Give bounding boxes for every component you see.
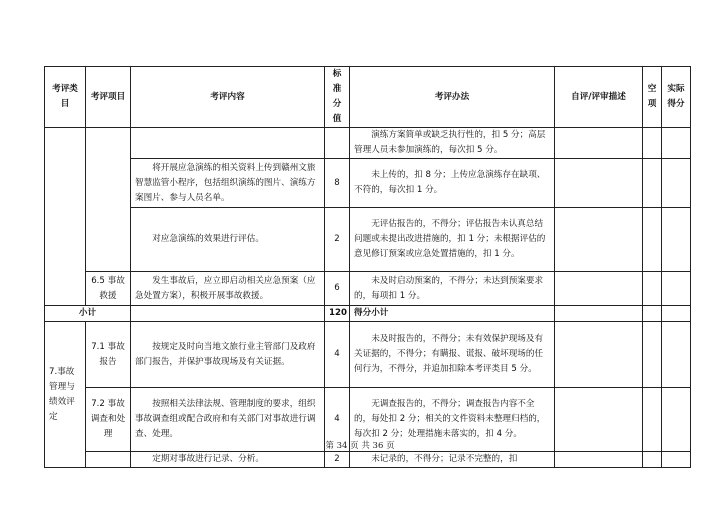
content-cell: 定期对事故进行记录、分析。 — [131, 452, 325, 468]
content-cell — [131, 306, 325, 322]
subtotal-label: 小计 — [45, 306, 131, 322]
actual-score-cell — [662, 452, 691, 468]
item-cell: 7.2 事故调查和处理 — [86, 388, 131, 452]
actual-score-cell — [662, 159, 691, 208]
score-cell — [325, 128, 350, 159]
method-cell: 无评估报告的，不得分；评估报告未认真总结问题或未提出改进措施的，扣 1 分；未根据评估的意见修订预案或应急处置措施的，扣 1 分。 — [350, 208, 555, 272]
header-category: 考评类目 — [45, 67, 86, 128]
item-cell — [86, 452, 131, 468]
self-review-cell — [555, 452, 643, 468]
actual-score-cell — [662, 208, 691, 272]
table-row — [45, 208, 691, 272]
table-row — [45, 272, 691, 306]
actual-score-cell — [662, 272, 691, 306]
self-review-cell — [555, 272, 643, 306]
header-content: 考评内容 — [131, 67, 325, 128]
category-cell: 7.事故管理与绩效评定 — [45, 322, 86, 468]
score-cell: 6 — [325, 272, 350, 306]
blank-cell — [643, 272, 662, 306]
score-cell: 8 — [325, 159, 350, 208]
blank-cell — [643, 208, 662, 272]
table-row — [45, 452, 691, 468]
score-cell: 4 — [325, 388, 350, 452]
subtotal-method-label: 得分小计 — [350, 306, 555, 322]
method-cell: 未及时报告的，不得分；未有效保护现场及有关证据的，不得分；有瞒报、谎报、破坏现场的任何行为，不得分，并追加扣除本考评类目 5 分。 — [350, 322, 555, 388]
header-self-review: 自评/评审描述 — [555, 67, 643, 128]
header-row — [45, 67, 691, 128]
item-cell: 6.5 事故救援 — [86, 272, 131, 306]
table-row — [45, 322, 691, 388]
header-method: 考评办法 — [350, 67, 555, 128]
content-cell: 按照相关法律法规、管理制度的要求，组织事故调查组或配合政府和有关部门对事故进行调查、处理。 — [131, 388, 325, 452]
actual-score-cell — [662, 306, 691, 322]
self-review-cell — [555, 159, 643, 208]
item-cell-continued — [86, 128, 131, 272]
content-cell: 对应急演练的效果进行评估。 — [131, 208, 325, 272]
header-item: 考评项目 — [86, 67, 131, 128]
subtotal-score: 120 — [325, 306, 350, 322]
self-review-cell — [555, 208, 643, 272]
content-cell: 发生事故后，应立即启动相关应急预案（应急处置方案），积极开展事故救援。 — [131, 272, 325, 306]
category-cell-continued — [45, 128, 86, 306]
table-row — [45, 128, 691, 159]
header-actual-score: 实际得分 — [662, 67, 691, 128]
self-review-cell — [555, 306, 643, 322]
subtotal-row — [45, 306, 691, 322]
table-row — [45, 159, 691, 208]
evaluation-table — [44, 66, 691, 468]
method-cell: 未及时启动预案的，不得分；未达到预案要求的，每项扣 1 分。 — [350, 272, 555, 306]
score-cell: 2 — [325, 208, 350, 272]
method-cell: 演练方案简单或缺乏执行性的，扣 5 分；高层管理人员未参加演练的，每次扣 5 分。 — [350, 128, 555, 159]
method-cell: 未上传的，扣 8 分；上传应急演练存在缺项、不符的，每次扣 1 分。 — [350, 159, 555, 208]
blank-cell — [643, 159, 662, 208]
blank-cell — [643, 306, 662, 322]
content-cell: 将开展应急演练的相关资料上传到赣州文旅智慧监管小程序，包括组织演练的图片、演练方案图片、参与人员名单。 — [131, 159, 325, 208]
self-review-cell — [555, 128, 643, 159]
blank-cell — [643, 128, 662, 159]
score-cell: 2 — [325, 452, 350, 468]
method-cell: 未记录的，不得分；记录不完整的，扣 — [350, 452, 555, 468]
page-number-footer: 第 34 页 共 36 页 — [325, 441, 395, 451]
content-cell: 按规定及时向当地文旅行业主管部门及政府部门报告，并保护事故现场及有关证据。 — [131, 322, 325, 388]
header-standard-score: 标准分值 — [325, 67, 350, 128]
blank-cell — [643, 322, 662, 388]
method-cell: 无调查报告的，不得分；调查报告内容不全的，每处扣 2 分；相关的文件资料未整理归档的，每次扣 2 分；处理措施未落实的，扣 4 分。 — [350, 388, 555, 452]
blank-cell — [643, 452, 662, 468]
content-cell — [131, 128, 325, 159]
self-review-cell — [555, 322, 643, 388]
item-cell: 7.1 事故报告 — [86, 322, 131, 388]
header-blank: 空项 — [643, 67, 662, 128]
actual-score-cell — [662, 322, 691, 388]
score-cell: 4 — [325, 322, 350, 388]
actual-score-cell — [662, 128, 691, 159]
